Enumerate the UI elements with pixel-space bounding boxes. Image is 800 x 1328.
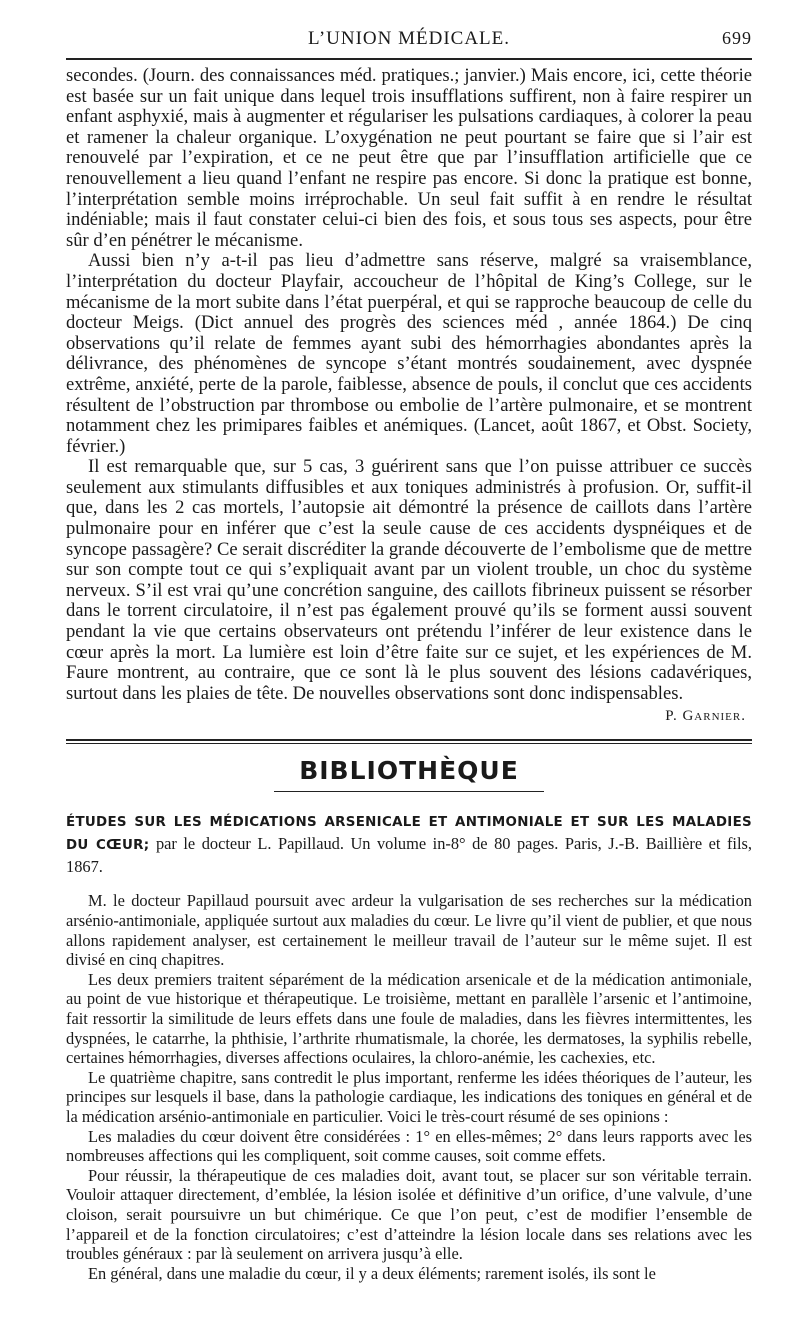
paragraph: Le quatrième chapitre, sans contredit le plus important, renferme les idées théoriques de l’auteur, les principes sur lesquels il base, dans la pathologie cardiaque, les indications des toniques en général et de la médication arsénio-antimoniale en particulier. Voici le très-court résumé de ses opinions : [66,1067,752,1126]
paragraph: secondes. (Journ. des connaissances méd. pratiques.; janvier.) Mais encore, ici, cette théorie est basée sur un fait unique dans lequel trois insufflations suffirent, non à faire respirer un enfant asphyxié, mais à augmenter et régulariser les pulsations cardiaques, à colorer la peau et ramener la chaleur organique. L’oxygénation ne peut pourtant se faire que si l’air est renouvelé par l’expiration, et ce ne peut être que par l’insufflation artificielle que ce renouvellement a lieu quand l’enfant ne respire pas encore. Si donc la pratique est bonne, l’interprétation semble moins irréprochable. Un seul fait suffit à en rendre le résultat indéniable; mais il faut constater celui-ci bien des fois, et sous tous ses aspects, pour être sûr d’en pénétrer le mécanisme. [66,65,752,251]
author-signature: P. Garnier. [665,708,746,725]
paragraph: Aussi bien n’y a-t-il pas lieu d’admettre sans réserve, malgré sa vraisemblance, l’interprétation du docteur Playfair, accoucheur de l’hôpital de King’s College, sur le mécanisme de la mort subite dans l’état puerpéral, et qui se rapproche beaucoup de celle du docteur Meigs. (Dict annuel des progrès des sciences méd , année 1864.) De cinq observations qu’il relate de femmes ayant subi des hémorrhagies abondantes après la délivrance, des phénomènes de syncope s’étant montrés soudainement, avec dyspnée extrême, anxiété, perte de la parole, faiblesse, absence de pouls, il conclut que ces accidents résultent de l’obstruction par thrombose ou embolie de l’artère pulmonaire, et se montrent notamment chez les primipares faibles et anémiques. (Lancet, août 1867, et Obst. Society, février.) [66,250,752,457]
section-title: BIBLIOTHÈQUE [299,756,519,786]
running-head [66,22,752,56]
page [66,22,752,1283]
section-divider [66,739,752,744]
review-heading [66,810,752,877]
paragraph: Il est remarquable que, sur 5 cas, 3 guérirent sans que l’on puisse attribuer ce succès seulement aux stimulants diffusibles et aux toniques administrés à profusion. Or, suffit-il que, dans les 2 cas mortels, l’autopsie ait démontré la présence de caillots dans l’artère pulmonaire pour en inférer que c’est la seule cause de ces accidents dyspnéiques et de syncope passagère? Ce serait discréditer la grande découverte de l’embolisme que de mettre sur son compte tout ce qui s’expliquait avant par un violent trouble, un choc du système nerveux. S’il est vrai qu’une concrétion sanguine, des caillots fibrineux puissent se résorber dans le torrent circulatoire, il n’est pas également prouvé qu’ils se forment aussi souvent pendant la vie que certains observateurs ont prétendu l’inférer de leur existence dans le cœur après la mort. La lumière est loin d’être faite sur ce sujet, et les expériences de M. Faure montrent, au contraire, que ce sont là le plus souvent des lésions cadavériques, surtout dans les plaies de tête. De nouvelles observations sont donc indispensables. [66,456,752,704]
page-number: 699 [722,28,752,48]
book-details: par le docteur L. Papillaud. Un volume in-8° de 80 pages. Paris, J.-B. Baillière et fils, 1867. [66,834,752,877]
header-rule [66,58,752,60]
paragraph: M. le docteur Papillaud poursuit avec ardeur la vulgarisation de ses recherches sur la médication arsénio-antimoniale, appliquée surtout aux maladies du cœur. Le livre qu’il vient de publier, et que nous allons rapidement analyser, est certainement le meilleur travail de l’auteur sur le même sujet. Il est divisé en cinq chapitres. [66,891,752,970]
paragraph: Les deux premiers traitent séparément de la médication arsenicale et de la médication antimoniale, au point de vue historique et thérapeutique. Le troisième, mettant en parallèle l’arsenic et l’antimoine, fait ressortir la similitude de leurs effets dans une foule de maladies, dans les fièvres intermittentes, les dyspnées, le catarrhe, la phthisie, l’arthrite rhumatismale, la chorée, les dermatoses, la syphilis rebelle, certaines hémorrhagies, diverses affections oculaires, la chloro-anémie, les cachexies, etc. [66,969,752,1068]
section-title-underline [274,791,544,792]
paragraph: Les maladies du cœur doivent être considérées : 1° en elles-mêmes; 2° dans leurs rapports avec les nombreuses affections qui les compliquent, soit comme causes, soit comme effets. [66,1126,752,1166]
paragraph: Pour réussir, la thérapeutique de ces maladies doit, avant tout, se placer sur son véritable terrain. Vouloir attaquer directement, d’emblée, la lésion isolée et définitive d’un orifice, d’une valvule, d’une cloison, serait poursuivre un but chimérique. Ce que l’on peut, c’est de modifier l’ensemble de l’appareil et de la fonction circulatoires; c’est d’atteindre la lésion locale dans ses relations avec les troubles généraux : par là seulement on arrivera jusqu’à elle. [66,1165,752,1264]
journal-title: L’UNION MÉDICALE. [307,28,511,49]
book-title: ÉTUDES SUR LES MÉDICATIONS ARSENICALE ET ANTIMONIALE ET SUR LES MALADIES DU CŒUR; [66,815,752,854]
article-body [66,66,752,704]
paragraph: En général, dans une maladie du cœur, il y a deux éléments; rarement isolés, ils sont le [88,1263,656,1283]
review-body [66,891,752,1283]
